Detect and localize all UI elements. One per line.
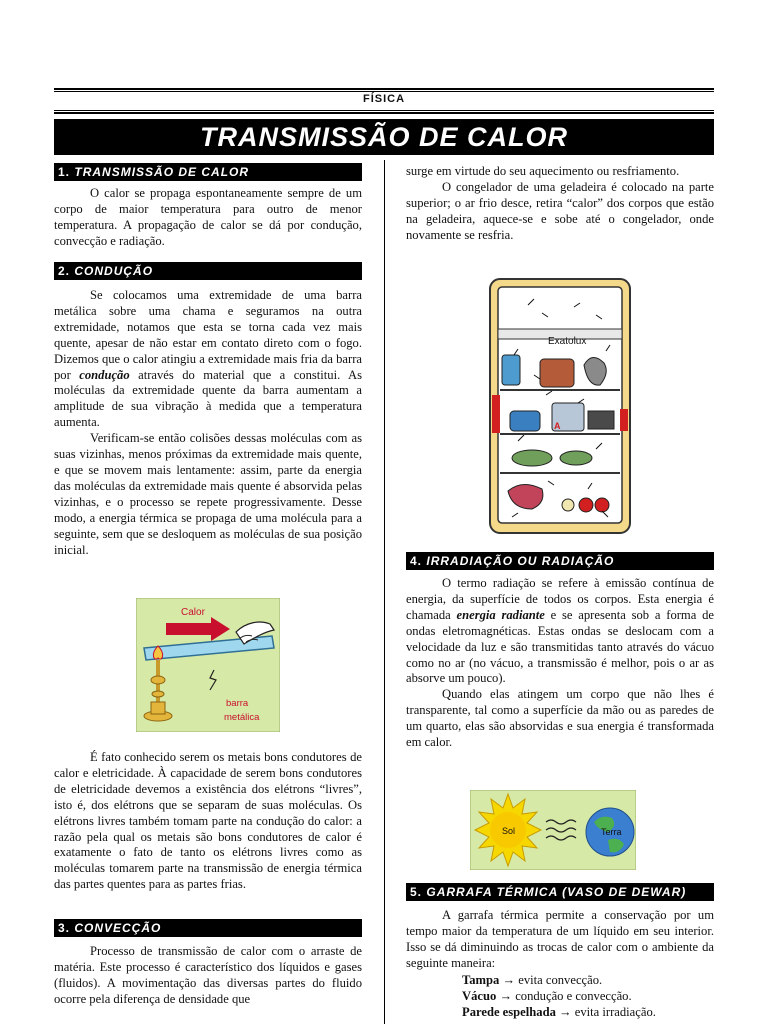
header-rule-top-thin bbox=[54, 91, 714, 92]
paragraph: É fato conhecido serem os metais bons condutores de calor e eletricidade. À capacidade de serem bons condutores de eletricidade devemos a existência dos elétrons “livres”, isto é, dos elétrons que se separam de suas moléculas. Os elétrons livres também tomam parte na condução do calor: a razão pela qual os metais são bons condutores de calor é exatamente o fato de tanto os elétrons livres como as moléculas tomarem parte na transmissão de energia térmica das partes quentes para as partes frias. bbox=[54, 750, 362, 892]
heat-label: Calor bbox=[181, 607, 205, 618]
section-heading-irradiacao bbox=[406, 552, 714, 570]
paragraph: Verificam-se então colisões dessas moléculas com as suas vizinhas, menos próximas da extremidade mais quente, e que se movem mais lentamente: assim, parte da energia das moléculas da extremidade mais quente é absorvida pelas vizinhas, e o processo se repete progressivamente. Desse modo, a energia térmica se propaga de uma molécula para a seguinte, sem que se desloquem as moléculas de sua posição inicial. bbox=[54, 431, 362, 557]
emphasis-term: condução bbox=[79, 367, 130, 382]
section-title: CONDUÇÃO bbox=[74, 264, 154, 278]
list-term: Tampa bbox=[462, 973, 500, 987]
list-term: Parede espelhada bbox=[462, 1004, 556, 1019]
arrow-icon: → bbox=[499, 988, 513, 1003]
section-body-garrafa bbox=[406, 908, 714, 972]
text-run: O termo radiação se refere à emissão contínua de energia, da superfície de todos os corpos. Esta energia é chamada bbox=[406, 576, 714, 622]
header-rule-mid bbox=[54, 110, 714, 111]
emphasis-term: energia radiante bbox=[456, 607, 545, 622]
header-rule-mid-thick bbox=[54, 112, 714, 114]
refrigerator-illustration bbox=[488, 277, 634, 537]
paragraph: O calor se propaga espontaneamente sempre de um corpo de maior temperatura para outro de menor temperatura. A propagação de calor se dá por condução, convecção e radiação. bbox=[54, 186, 362, 248]
section-body-conveccao-cont bbox=[406, 164, 714, 244]
section-body-conducao-cont bbox=[54, 750, 362, 893]
paragraph: Processo de transmissão de calor com o arraste de matéria. Este processo é característico dos líquidos e gases (fluidos). A movimentação das diversas partes do fluido ocorre pela diferença de densidade que bbox=[54, 944, 362, 1006]
sun-label: Sol bbox=[502, 826, 516, 836]
paragraph: O congelador de uma geladeira é colocado na parte superior; o ar frio desce, retira “calor” dos corpos que estão na geladeira, aquece-se e sobe até o congelador, onde novamente se resfria. bbox=[406, 179, 714, 242]
list-desc: evita irradiação. bbox=[574, 1004, 656, 1019]
text-run: Se colocamos uma extremidade de uma barra metálica sobre uma chama e seguramos na outra extremidade, notamos que esta se torna cada vez mais quente, apesar de não estar em contato direto com o fogo. Dizemos que o calor atingiu a extremidade mais fria da barra por bbox=[54, 288, 362, 382]
section-title: GARRAFA TÉRMICA (VASO DE DEWAR) bbox=[426, 885, 687, 899]
section-heading-conveccao bbox=[54, 919, 362, 937]
section-body-conveccao bbox=[54, 944, 362, 1008]
section-body-conducao bbox=[54, 288, 362, 558]
section-body-irradiacao bbox=[406, 576, 714, 751]
fridge-brand-label: Exatolux bbox=[548, 336, 587, 347]
section-heading-garrafa bbox=[406, 883, 714, 901]
list-item bbox=[462, 1005, 712, 1021]
section-number: 4. bbox=[410, 554, 423, 568]
list-desc: evita convecção. bbox=[518, 973, 603, 987]
subject-label: FÍSICA bbox=[362, 93, 406, 105]
list-item bbox=[462, 973, 712, 989]
figure-metal-bar bbox=[136, 598, 280, 732]
paragraph: surge em virtude do seu aquecimento ou resfriamento. bbox=[406, 164, 680, 178]
text-run: e se apresenta sob a forma de ondas eletromagnéticas. Estas ondas se deslocam com a velocidade da luz e são transmitidas tanto através do vácuo como no ar (no vácuo, a transmissão é melhor, pois o ar as absorve um pouco). bbox=[406, 607, 714, 686]
section-number: 5. bbox=[410, 885, 423, 899]
bar-label-line1: barra bbox=[226, 698, 249, 709]
section-number: 2. bbox=[58, 264, 71, 278]
section-number: 3. bbox=[58, 921, 71, 935]
text-run: através do material que a constitui. As moléculas da extremidade quente da barra aumentam a amplitude de sua vibração à medida que a temperatura aumenta. bbox=[54, 367, 363, 430]
paragraph bbox=[54, 288, 362, 431]
figure-sun-earth bbox=[470, 790, 636, 870]
earth-label: Terra bbox=[601, 827, 622, 837]
paragraph: Quando elas atingem um corpo que não lhes é transparente, tal como a superfície da mão ou as paredes de um quarto, elas são absorvidas e sua energia é transformada em calor. bbox=[406, 687, 714, 750]
fridge-mark: A bbox=[554, 421, 561, 431]
arrow-icon: → bbox=[502, 973, 516, 987]
header-rule-top bbox=[54, 88, 714, 90]
list-item bbox=[462, 989, 712, 1005]
section-body-transmissao bbox=[54, 186, 362, 250]
section-title: IRRADIAÇÃO OU RADIAÇÃO bbox=[426, 554, 615, 568]
list-desc: condução e convecção. bbox=[515, 988, 632, 1003]
page-title: TRANSMISSÃO DE CALOR bbox=[54, 119, 714, 155]
column-divider bbox=[384, 160, 385, 1024]
garrafa-list bbox=[462, 973, 712, 1021]
metal-bar-illustration bbox=[136, 598, 280, 732]
section-title: CONVECÇÃO bbox=[74, 921, 162, 935]
section-title: TRANSMISSÃO DE CALOR bbox=[74, 165, 250, 179]
bar-label-line2: metálica bbox=[224, 712, 260, 723]
section-heading-transmissao bbox=[54, 163, 362, 181]
sun-earth-illustration bbox=[470, 790, 636, 870]
paragraph: A garrafa térmica permite a conservação por um tempo maior da temperatura de um líquido em seu interior. Isso se dá diminuindo as trocas de calor com o ambiente da seguinte maneira: bbox=[406, 908, 714, 970]
section-heading-conducao bbox=[54, 262, 362, 280]
figure-refrigerator bbox=[488, 277, 634, 537]
paragraph bbox=[406, 576, 714, 687]
section-number: 1. bbox=[58, 165, 71, 179]
arrow-icon: → bbox=[559, 1004, 572, 1019]
list-term: Vácuo bbox=[462, 988, 497, 1003]
